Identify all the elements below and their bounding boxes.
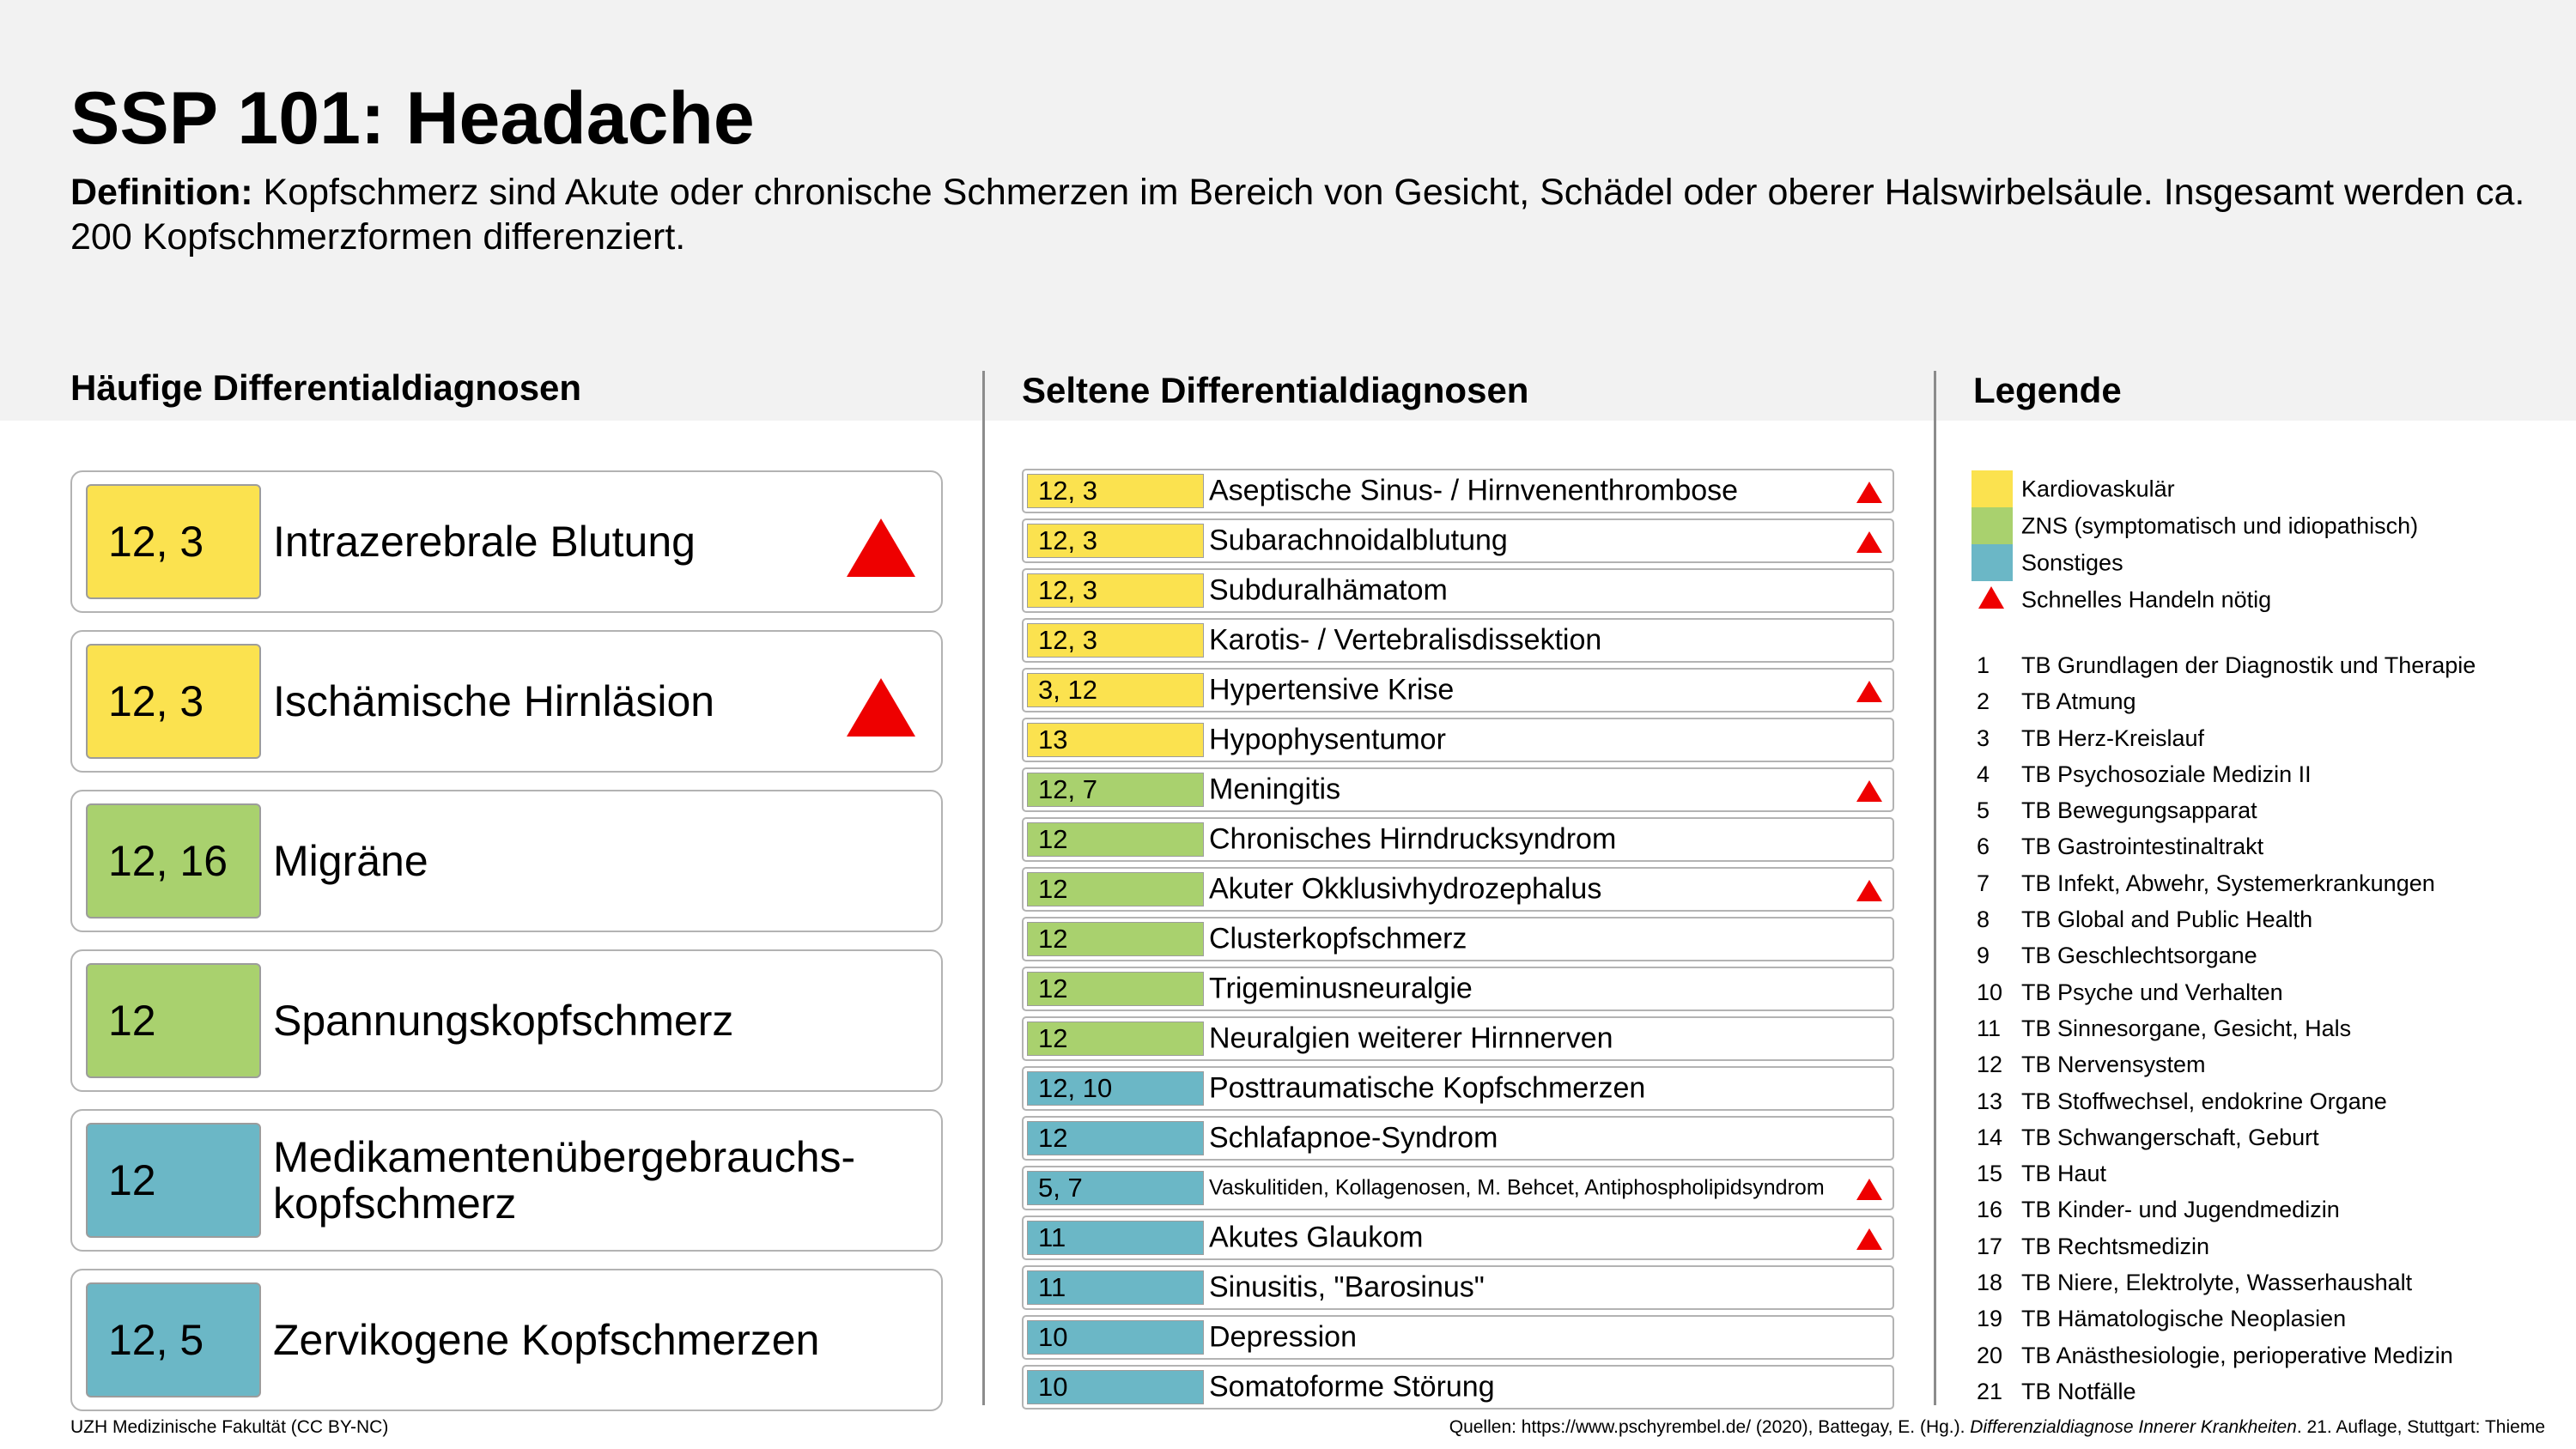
warning-triangle-icon	[1856, 880, 1882, 901]
rare-diagnosis-row	[1022, 1315, 1894, 1360]
tb-number: 1	[1977, 652, 1990, 678]
warning-triangle-icon	[1856, 531, 1882, 553]
rare-diagnosis-row	[1022, 1116, 1894, 1161]
rare-diagnosis-row	[1022, 1365, 1894, 1410]
tb-number: 11	[1977, 1015, 2002, 1041]
common-diagnosis-row	[70, 470, 943, 613]
tb-name: TB Gastrointestinaltrakt	[2021, 834, 2264, 860]
category-code-badge	[86, 1123, 261, 1238]
rare-diagnosis-row	[1022, 967, 1894, 1011]
category-code-badge	[1027, 524, 1204, 558]
topic-code: 12, 5	[108, 1316, 204, 1364]
legend-item-kardiovaskulaer	[1971, 470, 2555, 507]
column-divider-left	[982, 371, 985, 1405]
column-divider-right	[1934, 371, 1936, 1405]
legend-label: Sonstiges	[2021, 549, 2123, 575]
topic-code: 13	[1038, 724, 1068, 755]
topic-code: 12	[1038, 1123, 1068, 1153]
category-code-badge	[1027, 673, 1204, 707]
rare-diagnosis-row	[1022, 867, 1894, 912]
tb-name: TB Nervensystem	[2021, 1052, 2206, 1078]
topic-code: 12, 3	[1038, 625, 1097, 655]
diagnosis-label: Medikamentenübergebrauchs- kopfschmerz	[273, 1133, 856, 1228]
tb-number: 8	[1977, 906, 1990, 933]
common-diagnoses-heading: Häufige Differentialdiagnosen	[70, 367, 582, 408]
tb-list-item	[1977, 943, 2561, 979]
tb-name: TB Hämatologische Neoplasien	[2021, 1306, 2347, 1332]
tb-list-item	[1977, 1088, 2561, 1125]
common-diagnosis-row	[70, 790, 943, 932]
tb-list-item	[1977, 1234, 2561, 1270]
category-code-badge	[1027, 922, 1204, 956]
diagnosis-label: Subarachnoidalblutung	[1209, 524, 1508, 557]
warning-triangle-icon	[1856, 1228, 1882, 1250]
tb-number: 6	[1977, 834, 1990, 860]
topic-code: 12	[1038, 874, 1068, 904]
legend-swatch	[1971, 470, 2013, 507]
topic-code: 12, 7	[1038, 774, 1097, 804]
tb-name: TB Geschlechtsorgane	[2021, 943, 2257, 969]
tb-list-item	[1977, 688, 2561, 724]
tb-name: TB Psychosoziale Medizin II	[2021, 761, 2312, 787]
diagnosis-label: Akutes Glaukom	[1209, 1221, 1424, 1254]
tb-list-item	[1977, 834, 2561, 870]
category-code-badge	[1027, 723, 1204, 757]
tb-number: 21	[1977, 1378, 2003, 1404]
sources-book-title: Differenzialdiagnose Innerer Krankheiten	[1970, 1417, 2297, 1437]
category-code-badge	[1027, 1370, 1204, 1404]
legend-swatch	[1971, 544, 2013, 581]
definition-label: Definition:	[70, 172, 253, 213]
common-diagnosis-row	[70, 1269, 943, 1411]
rare-diagnosis-row	[1022, 817, 1894, 862]
topic-code: 10	[1038, 1322, 1068, 1352]
tb-number: 20	[1977, 1342, 2003, 1368]
tb-name: TB Niere, Elektrolyte, Wasserhaushalt	[2021, 1270, 2413, 1296]
tb-number: 19	[1977, 1306, 2003, 1332]
rare-diagnoses-list	[1022, 469, 1898, 1415]
topic-code: 12, 10	[1038, 1073, 1113, 1103]
category-code-badge	[1027, 1221, 1204, 1255]
tb-name: TB Herz-Kreislauf	[2021, 724, 2205, 751]
tb-number: 9	[1977, 943, 1990, 969]
category-code-badge	[1027, 972, 1204, 1006]
tb-name: TB Global and Public Health	[2021, 906, 2313, 933]
diagnosis-label: Akuter Okklusivhydrozephalus	[1209, 872, 1602, 906]
rare-diagnosis-row	[1022, 1066, 1894, 1111]
rare-diagnosis-row	[1022, 469, 1894, 513]
rare-diagnosis-row	[1022, 1265, 1894, 1310]
topic-code: 12, 3	[108, 518, 204, 566]
tb-number: 3	[1977, 724, 1990, 751]
diagnosis-label: Subduralhämatom	[1209, 573, 1448, 607]
tb-number: 5	[1977, 797, 1990, 824]
topic-code: 12, 3	[1038, 575, 1097, 605]
diagnosis-label: Vaskulitiden, Kollagenosen, M. Behcet, Antiphospholipidsyndrom	[1209, 1175, 1825, 1200]
rare-diagnosis-row	[1022, 1016, 1894, 1061]
rare-diagnoses-heading: Seltene Differentialdiagnosen	[1022, 370, 1529, 410]
legend-label: Kardiovaskulär	[2021, 476, 2175, 501]
common-diagnoses-list	[70, 470, 946, 1428]
rare-diagnosis-row	[1022, 518, 1894, 563]
topic-code: 10	[1038, 1372, 1068, 1402]
tb-name: TB Haut	[2021, 1161, 2107, 1187]
category-code-badge	[1027, 872, 1204, 906]
tb-number: 2	[1977, 688, 1990, 715]
category-code-badge	[1027, 1270, 1204, 1305]
rare-diagnosis-row	[1022, 568, 1894, 613]
tb-list-item	[1977, 761, 2561, 797]
footer-sources	[1449, 1417, 2545, 1438]
category-code-badge	[1027, 773, 1204, 807]
tb-number: 13	[1977, 1088, 2003, 1114]
diagnosis-label: Posttraumatische Kopfschmerzen	[1209, 1071, 1646, 1105]
tb-name: TB Kinder- und Jugendmedizin	[2021, 1197, 2340, 1223]
sources-prefix: Quellen: https://www.pschyrembel.de/ (2020), Battegay, E. (Hg.).	[1449, 1417, 1971, 1437]
diagnosis-label: Ischämische Hirnläsion	[273, 677, 715, 725]
topic-code: 12	[1038, 924, 1068, 954]
definition	[70, 170, 2526, 259]
topic-code: 3, 12	[1038, 675, 1097, 705]
diagnosis-label: Hypophysentumor	[1209, 723, 1446, 756]
category-code-badge	[1027, 474, 1204, 508]
tb-list-item	[1977, 797, 2561, 834]
tb-name: TB Anästhesiologie, perioperative Medizin	[2021, 1342, 2453, 1368]
topic-code: 11	[1038, 1222, 1066, 1252]
tb-list-item	[1977, 906, 2561, 943]
legend-item-zns	[1971, 507, 2555, 544]
tb-list-item	[1977, 652, 2561, 688]
topic-code: 12	[1038, 973, 1068, 1003]
diagnosis-label: Somatoforme Störung	[1209, 1370, 1495, 1404]
tb-name: TB Bewegungsapparat	[2021, 797, 2257, 824]
sources-suffix: . 21. Auflage, Stuttgart: Thieme	[2296, 1417, 2545, 1437]
legend-categories	[1971, 470, 2555, 618]
category-code-badge	[86, 963, 261, 1078]
tb-number: 17	[1977, 1233, 2003, 1259]
common-diagnosis-row	[70, 630, 943, 773]
topic-code: 12	[108, 997, 156, 1045]
tb-number: 7	[1977, 870, 1990, 896]
warning-triangle-icon	[1856, 482, 1882, 503]
tb-number: 4	[1977, 761, 1990, 787]
legend-tb-list	[1977, 652, 2561, 1415]
tb-list-item	[1977, 1270, 2561, 1306]
rare-diagnosis-row	[1022, 618, 1894, 663]
tb-list-item	[1977, 1379, 2561, 1415]
legend-label: Schnelles Handeln nötig	[2021, 586, 2272, 612]
common-diagnosis-row	[70, 949, 943, 1092]
topic-code: 12, 3	[1038, 476, 1097, 506]
rare-diagnosis-row	[1022, 917, 1894, 961]
legend-item-sonstiges	[1971, 544, 2555, 581]
category-code-badge	[86, 803, 261, 919]
tb-number: 18	[1977, 1270, 2003, 1296]
tb-list-item	[1977, 1306, 2561, 1342]
tb-number: 16	[1977, 1197, 2003, 1223]
tb-list-item	[1977, 1343, 2561, 1379]
diagnosis-label: Neuralgien weiterer Hirnnerven	[1209, 1022, 1613, 1055]
tb-name: TB Sinnesorgane, Gesicht, Hals	[2021, 1015, 2352, 1041]
rare-diagnosis-row	[1022, 668, 1894, 712]
tb-name: TB Notfälle	[2021, 1378, 2136, 1404]
diagnosis-label: Clusterkopfschmerz	[1209, 922, 1467, 955]
topic-code: 12, 3	[108, 677, 204, 725]
page-title: SSP 101: Headache	[70, 77, 755, 160]
diagnosis-label: Aseptische Sinus- / Hirnvenenthrombose	[1209, 474, 1739, 507]
tb-name: TB Infekt, Abwehr, Systemerkrankungen	[2021, 870, 2435, 896]
tb-name: TB Rechtsmedizin	[2021, 1233, 2210, 1259]
topic-code: 12	[1038, 1023, 1068, 1053]
diagnosis-label: Zervikogene Kopfschmerzen	[273, 1316, 820, 1364]
diagnosis-label: Chronisches Hirndrucksyndrom	[1209, 822, 1617, 856]
topic-code: 11	[1038, 1272, 1066, 1302]
tb-list-item	[1977, 979, 2561, 1016]
diagnosis-label: Spannungskopfschmerz	[273, 997, 734, 1045]
tb-list-item	[1977, 1161, 2561, 1197]
tb-list-item	[1977, 1052, 2561, 1088]
diagnosis-label: Trigeminusneuralgie	[1209, 972, 1473, 1005]
tb-number: 15	[1977, 1161, 2003, 1187]
topic-code: 12	[1038, 824, 1068, 854]
diagnosis-label: Meningitis	[1209, 773, 1341, 806]
category-code-badge	[1027, 573, 1204, 608]
rare-diagnosis-row	[1022, 1166, 1894, 1210]
topic-code: 5, 7	[1038, 1173, 1083, 1203]
category-code-badge	[86, 644, 261, 759]
tb-name: TB Stoffwechsel, endokrine Organe	[2021, 1088, 2387, 1114]
warning-triangle-icon	[1856, 1179, 1882, 1200]
tb-list-item	[1977, 1125, 2561, 1161]
legend-heading: Legende	[1973, 370, 2122, 410]
rare-diagnosis-row	[1022, 1216, 1894, 1260]
footer-license: UZH Medizinische Fakultät (CC BY-NC)	[70, 1417, 389, 1437]
legend-label: ZNS (symptomatisch und idiopathisch)	[2021, 512, 2419, 538]
diagnosis-label: Migräne	[273, 837, 428, 885]
tb-number: 12	[1977, 1052, 2003, 1078]
warning-triangle-icon	[847, 678, 915, 737]
tb-list-item	[1977, 725, 2561, 761]
rare-diagnosis-row	[1022, 718, 1894, 762]
tb-number: 14	[1977, 1124, 2003, 1150]
common-diagnosis-row	[70, 1109, 943, 1252]
warning-triangle-icon	[1978, 586, 2004, 609]
tb-list-item	[1977, 870, 2561, 906]
tb-number: 10	[1977, 979, 2003, 1005]
category-code-badge	[1027, 1121, 1204, 1155]
warning-triangle-icon	[1856, 681, 1882, 702]
diagnosis-label: Schlafapnoe-Syndrom	[1209, 1121, 1498, 1155]
topic-code: 12, 3	[1038, 525, 1097, 555]
warning-triangle-icon	[847, 518, 915, 577]
tb-name: TB Atmung	[2021, 688, 2136, 715]
tb-name: TB Psyche und Verhalten	[2021, 979, 2283, 1005]
category-code-badge	[1027, 1320, 1204, 1355]
diagnosis-label: Depression	[1209, 1320, 1357, 1354]
definition-text: Kopfschmerz sind Akute oder chronische Schmerzen im Bereich von Gesicht, Schädel oder oberer Halswirbelsäule. Insgesamt werden ca. 200 Kopfschmerzformen differenziert.	[70, 172, 2525, 258]
category-code-badge	[1027, 822, 1204, 857]
topic-code: 12	[108, 1156, 156, 1204]
topic-code: 12, 16	[108, 837, 228, 885]
category-code-badge	[86, 484, 261, 599]
diagnosis-label: Karotis- / Vertebralisdissektion	[1209, 623, 1602, 657]
category-code-badge	[1027, 1022, 1204, 1056]
tb-list-item	[1977, 1197, 2561, 1233]
legend-item-alert	[1971, 581, 2555, 618]
category-code-badge	[1027, 1171, 1204, 1205]
diagnosis-label: Hypertensive Krise	[1209, 673, 1455, 706]
warning-triangle-icon	[1856, 780, 1882, 802]
category-code-badge	[1027, 1071, 1204, 1106]
tb-list-item	[1977, 1016, 2561, 1052]
tb-name: TB Grundlagen der Diagnostik und Therapie	[2021, 652, 2476, 678]
rare-diagnosis-row	[1022, 767, 1894, 812]
diagnosis-label: Sinusitis, "Barosinus"	[1209, 1270, 1485, 1304]
category-code-badge	[86, 1282, 261, 1397]
tb-name: TB Schwangerschaft, Geburt	[2021, 1124, 2319, 1150]
diagnosis-label: Intrazerebrale Blutung	[273, 518, 696, 566]
category-code-badge	[1027, 623, 1204, 658]
legend-swatch	[1971, 507, 2013, 544]
